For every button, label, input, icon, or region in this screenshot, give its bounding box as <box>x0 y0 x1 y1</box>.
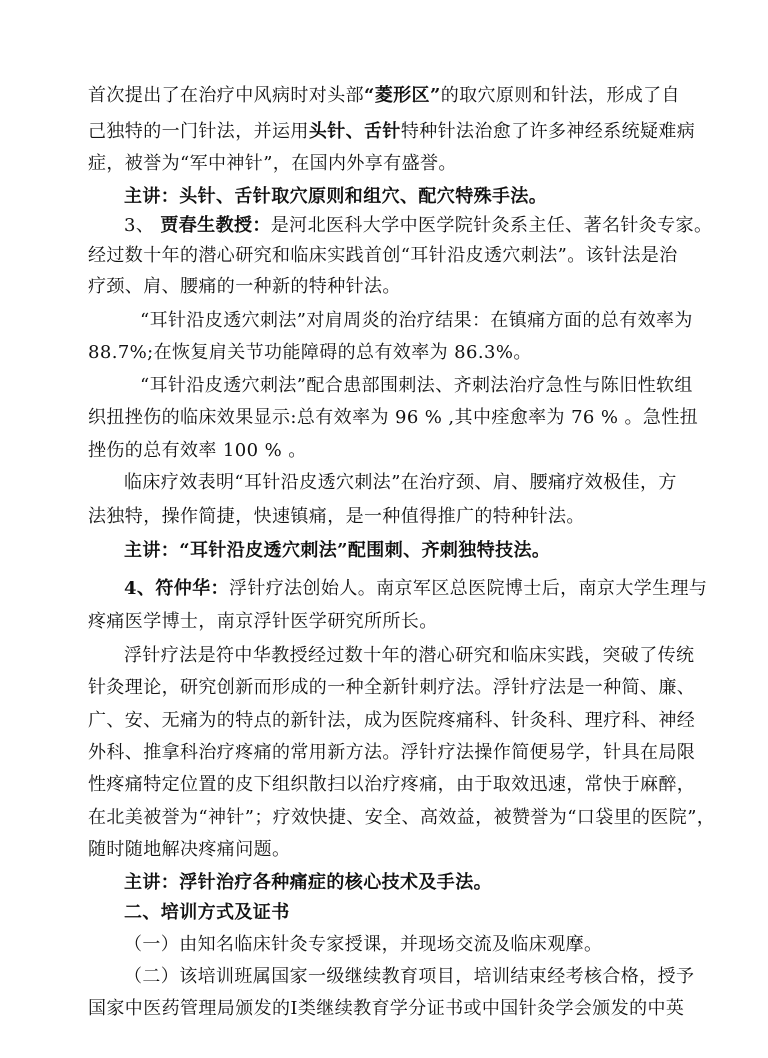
text-line: 挫伤的总有效率 100 % 。 <box>88 440 307 461</box>
lecture-topic: 主讲：头针、舌针取穴原则和组穴、配穴特殊手法。 <box>124 186 548 207</box>
text-line: 法独特，操作简捷，快速镇痛，是一种值得推广的特种针法。 <box>88 506 585 527</box>
text-line: 首次提出了在治疗中风病时对头部“菱形区”的取穴原则和针法，形成了自 <box>88 85 680 106</box>
text-line: 疼痛医学博士，南京浮针医学研究所所长。 <box>88 611 438 632</box>
text-line: 随时随地解决疼痛问题。 <box>88 839 291 860</box>
text-line: “耳针沿皮透穴刺法”配合患部围刺法、齐刺法治疗急性与陈旧性软组 <box>140 375 693 396</box>
training-item-1: （一）由知名临床针灸专家授课，并现场交流及临床观摩。 <box>124 934 603 955</box>
text-line: 在北美被誉为“神针”；疗效快捷、安全、高效益，被赞誉为“口袋里的医院”， <box>88 807 716 828</box>
text-line: 88.7%;在恢复肩关节功能障碍的总有效率为 86.3%。 <box>88 342 532 363</box>
training-item-2: （二）该培训班属国家一级继续教育项目，培训结束经考核合格，授予 <box>124 966 695 987</box>
lecture-topic: 主讲：浮针治疗各种痛症的核心技术及手法。 <box>124 872 492 893</box>
text-line: 症，被誉为“军中神针”，在国内外享有盛誉。 <box>88 153 457 174</box>
section-title: 二、培训方式及证书 <box>124 902 290 923</box>
lecture-topic: 主讲：“耳针沿皮透穴刺法”配围刺、齐刺独特技法。 <box>124 540 551 561</box>
text-line: 广、安、无痛为的特点的新针法，成为医院疼痛科、针灸科、理疗科、神经 <box>88 710 696 731</box>
text-line: 经过数十年的潜心研究和临床实践首创“耳针沿皮透穴刺法”。该针法是治 <box>88 245 678 266</box>
text-line: “耳针沿皮透穴刺法”对肩周炎的治疗结果：在镇痛方面的总有效率为 <box>140 310 693 331</box>
section-heading: 4、符仲华：浮针疗法创始人。南京军区总医院博士后，南京大学生理与 <box>124 578 708 599</box>
text-line: 己独特的一门针法，并运用头针、舌针特种针法治愈了许多神经系统疑难病 <box>88 121 696 142</box>
section-heading: 3、 贾春生教授：是河北医科大学中医学院针灸系主任、著名针灸专家。 <box>124 215 713 236</box>
training-item-2-cont: 国家中医药管理局颁发的I类继续教育学分证书或中国针灸学会颁发的中英 <box>88 998 685 1019</box>
text-line: 针灸理论，研究创新而形成的一种全新针刺疗法。浮针疗法是一种简、廉、 <box>88 677 696 698</box>
text-line: 外科、推拿科治疗疼痛的常用新方法。浮针疗法操作简便易学，针具在局限 <box>88 742 696 763</box>
text-line: 浮针疗法是符中华教授经过数十年的潜心研究和临床实践，突破了传统 <box>124 645 695 666</box>
text-line: 疗颈、肩、腰痛的一种新的特种针法。 <box>88 276 401 297</box>
text-line: 临床疗效表明“耳针沿皮透穴刺法”在治疗颈、肩、腰痛疗效极佳，方 <box>124 472 677 493</box>
text-line: 性疼痛特定位置的皮下组织散扫以治疗疼痛，由于取效迅速，常快于麻醉， <box>88 774 696 795</box>
text-line: 织扭挫伤的临床效果显示:总有效率为 96 % ,其中痊愈率为 76 % 。急性扭 <box>88 407 699 428</box>
